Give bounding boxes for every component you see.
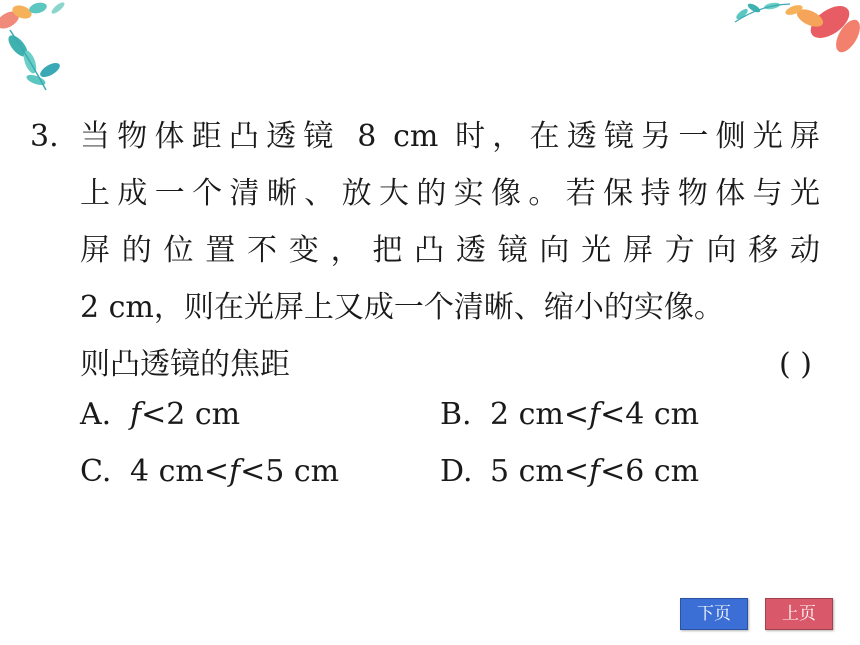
option-letter: D. [440,454,473,489]
answer-blank: ( ) [779,347,812,382]
question-line: 当物体距凸透镜 8 cm 时，在透镜另一侧光屏 [80,119,820,154]
question-last-row [80,336,820,393]
option-text: <5 cm [240,454,340,489]
option-letter: A. [80,397,112,432]
question-body [80,108,820,393]
option-variable: f [229,454,241,489]
option-text: 5 cm< [490,454,590,489]
question [30,108,820,393]
options-row [80,386,800,443]
option-a [80,386,440,443]
option-text: <4 cm [600,397,700,432]
leaf-flower-icon [0,0,80,95]
option-c [80,443,440,500]
option-variable: f [589,397,601,432]
option-text: <6 cm [600,454,700,489]
question-line: 屏的位置不变，把凸透镜向光屏方向移动 [80,233,820,268]
previous-page-button[interactable]: 上页 [765,598,833,630]
options-row [80,443,800,500]
leaf-flower-icon [730,0,860,70]
option-variable: f [589,454,601,489]
question-line: 上成一个清晰、放大的实像。若保持物体与光 [80,176,820,211]
next-page-button[interactable]: 下页 [680,598,748,630]
option-b [440,386,800,443]
option-letter: B. [440,397,472,432]
options [80,386,800,500]
option-letter: C. [80,454,112,489]
question-line: 则凸透镜的焦距 [80,347,290,382]
option-text: <2 cm [141,397,241,432]
option-d [440,443,800,500]
option-variable: f [130,397,142,432]
question-number: 3. [30,119,59,154]
option-text: 2 cm< [490,397,590,432]
option-text: 4 cm< [130,454,230,489]
question-line: 2 cm，则在光屏上又成一个清晰、缩小的实像。 [80,290,724,325]
